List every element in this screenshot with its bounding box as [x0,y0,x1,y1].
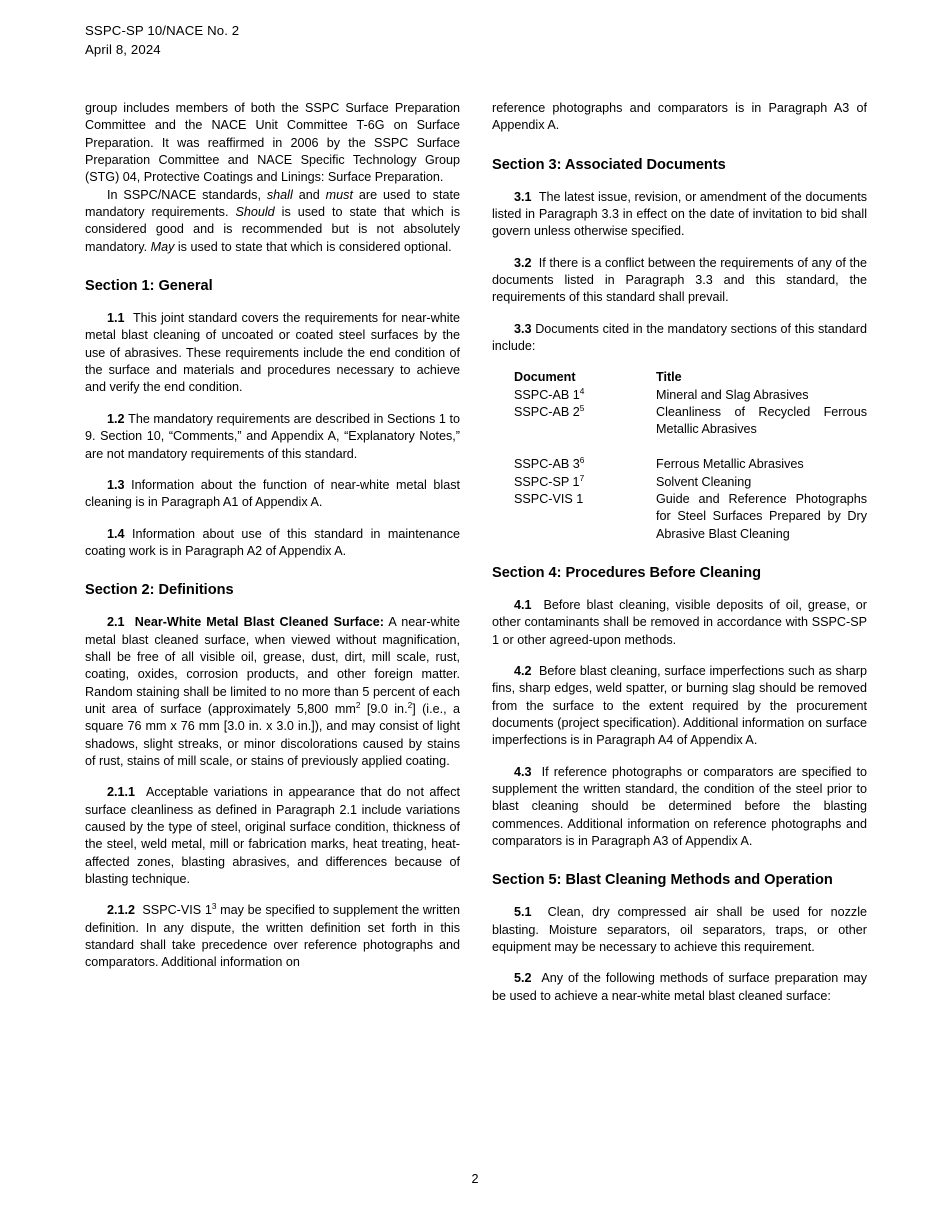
cell-document [492,491,656,543]
paragraph-1-2-text: The mandatory requirements are described in Sections 1 to 9. Section 10, “Comments,” and Appendix A, “Explanatory Notes,” are not mandatory requirements of this standard. [85,411,461,461]
paragraph-2-1-2-text-b: may be specified to supplement the written definition. In any dispute, the written definition set forth in this standard shall take precedence over reference photographs and comparators. Additional information on [85,903,460,970]
term-must: must [325,187,353,202]
header-date: April 8, 2024 [85,41,161,57]
paragraph-1-3-text: Information about the function of near-white metal blast cleaning is in Paragraph A1 of Appendix A. [85,477,461,510]
cell-title: Ferrous Metallic Abrasives [656,457,804,472]
paragraph-2-1-2-text-a: SSPC-VIS 1 [142,903,212,918]
paragraph-5-1-text: Clean, dry compressed air shall be used for nozzle blasting. Moisture separators, oil separators, traps, or other equipment may be necessary to achieve this requirement. [492,905,867,955]
paragraph-4-1 [492,597,867,649]
intro-terms-end: is used to state that which is considered optional. [174,239,452,254]
intro-terms-pre: In SSPC/NACE standards, [107,187,267,202]
document-id: SSPC-AB 3 [514,457,580,472]
document-id: SSPC-AB 1 [514,387,580,402]
associated-documents-table [492,369,867,542]
heading-section-3: Section 3: Associated Documents [492,156,726,173]
superscript-footnote-3: 3 [211,901,217,912]
paragraph-5-2 [492,970,867,1005]
superscript-mm2: 2 [355,699,361,710]
heading-section-2: Section 2: Definitions [85,582,234,599]
definition-term: Near-White Metal Blast Cleaned Surface: [134,615,384,630]
cell-document [492,474,656,491]
paragraph-3-2-text: If there is a conflict between the requirements of any of the documents listed in Paragraph 3.3 and this standard, the requirements of this standard shall prevail. [492,255,868,305]
paragraph-4-3 [492,764,867,851]
paragraph-2-1-text-c: ] (i.e., a square 76 mm x 76 mm [3.0 in. x 3.0 in.]), and may consist of light shadows, slight streaks, or minor discolorations caused by stains of rust, stains of mill scale, or stains of previously applied coating. [85,701,461,768]
table-row [492,491,867,543]
paragraph-4-3-text: If reference photographs or comparators are specified to supplement the written standard, the condition of the steel prior to blast cleaning should be determined before the blasting commences. Additional information on reference photographs and comparators is in Paragraph A3 of Appendix A. [492,764,867,848]
paragraph-intro-continued [85,100,460,187]
table-row [492,474,867,491]
superscript-in2: 2 [407,699,413,710]
paragraph-4-2-text: Before blast cleaning, surface imperfections such as sharp fins, sharp edges, weld spatter, or burning slag should be removed from the surface to the extent required by the procurement documents (project specification). Additional information on surface imperfections is in Paragraph A4 of Appendix A. [492,663,868,748]
paragraph-2-1-text-a: A near-white metal blast cleaned surface, when viewed without magnification, shall be free of all visible oil, grease, dust, dirt, mill scale, rust, coating, oxides, corrosion products, and other foreign matter. Random staining shall be limited to no more than 5 percent of each unit area of surface (approximately 5,800 mm [85,615,461,716]
page-footer [0,1172,950,1186]
paragraph-1-3 [85,477,460,512]
paragraph-3-2 [492,255,867,307]
document-id: SSPC-AB 2 [514,405,580,420]
table-row [492,387,867,404]
paragraph-5-1 [492,904,867,956]
right-column [492,100,867,1005]
document-id: SSPC-VIS 1 [514,491,584,506]
paragraph-3-3 [492,321,867,356]
document-footnote-ref: 4 [579,385,585,396]
paragraph-number-5-1: 5.1 [514,905,532,920]
cell-document [492,404,656,439]
cell-document [492,387,656,404]
paragraph-intro-terms [85,187,460,256]
paragraph-1-1-text: This joint standard covers the requirements for near-white metal blast cleaning of uncoated or coated steel surfaces by the use of abrasives. These requirements include the end condition of the surface and materials and procedures necessary to achieve and verify the end condition. [85,311,461,395]
paragraph-continued-from-left [492,100,867,135]
paragraph-1-4 [85,526,460,561]
cell-title: Mineral and Slag Abrasives [656,387,809,402]
cell-title: Cleanliness of Recycled Ferrous Metallic Abrasives [656,405,867,437]
cell-title: Solvent Cleaning [656,474,752,489]
page-header [85,22,239,59]
intro-continued-text: group includes members of both the SSPC Surface Preparation Committee and the NACE Unit Committee T-6G on Surface Preparation. It was reaffirmed in 2006 by the SSPC Surface Preparation Committee and NACE Specific Technology Group (STG) 04, Protective Coatings and Linings: Surface Preparation. [85,101,460,185]
paragraph-3-1 [492,189,867,241]
cell-title: Guide and Reference Photographs for Steel Surfaces Prepared by Dry Abrasive Blast Cleaning [656,491,867,541]
paragraph-number-1-3: 1.3 [107,477,125,492]
term-should: Should [235,205,275,220]
paragraph-1-1 [85,310,460,397]
paragraph-5-2-text: Any of the following methods of surface preparation may be used to achieve a near-white metal blast cleaned surface: [492,971,867,1003]
paragraph-number-3-3: 3.3 [514,321,532,336]
table-row [492,439,867,474]
paragraph-number-2-1-2: 2.1.2 [107,903,136,918]
document-footnote-ref: 5 [579,402,585,413]
paragraph-4-1-text: Before blast cleaning, visible deposits of oil, grease, or other contaminants shall be removed in accordance with SSPC-SP 1 or other agreed-upon methods. [492,597,867,647]
column-header-document: Document [514,370,576,385]
table-row [492,404,867,439]
document-footnote-ref: 7 [579,472,585,483]
page-number: 2 [471,1172,479,1186]
paragraph-1-4-text: Information about use of this standard in maintenance coating work is in Paragraph A2 of Appendix A. [85,526,461,558]
table-header-row [492,369,867,386]
intro-terms-mid3: is used to state that which is considered good and is recommended but is not absolutely mandatory. [85,205,460,254]
document-footnote-ref: 6 [579,454,585,465]
paragraph-2-1-text-b: [9.0 in. [360,701,408,716]
paragraph-2-1-2 [85,902,460,971]
heading-section-4: Section 4: Procedures Before Cleaning [492,564,761,581]
paragraph-2-1-1 [85,784,460,888]
cell-document [492,439,656,474]
paragraph-number-4-1: 4.1 [514,597,532,612]
paragraph-number-1-2: 1.2 [107,411,125,426]
paragraph-number-1-4: 1.4 [107,526,125,541]
heading-section-5: Section 5: Blast Cleaning Methods and Operation [492,872,833,889]
paragraph-number-2-1-1: 2.1.1 [107,785,136,800]
paragraph-number-1-1: 1.1 [107,311,125,326]
column-header-title: Title [656,370,682,385]
term-may: May [150,239,175,254]
term-shall: shall [266,187,293,202]
paragraph-number-3-1: 3.1 [514,189,532,204]
heading-section-1: Section 1: General [85,278,213,295]
intro-terms-mid1: and [292,187,326,202]
paragraph-number-4-2: 4.2 [514,663,532,678]
left-column [85,100,460,1005]
paragraph-2-1 [85,614,460,770]
paragraph-3-1-text: The latest issue, revision, or amendment of the documents listed in Paragraph 3.3 in effect on the date of invitation to bid shall govern unless otherwise specified. [492,189,868,239]
paragraph-1-2 [85,411,460,463]
header-standard-id: SSPC-SP 10/NACE No. 2 [85,23,240,38]
paragraph-number-2-1: 2.1 [107,615,125,630]
paragraph-number-3-2: 3.2 [514,255,532,270]
paragraph-3-3-text: Documents cited in the mandatory sections of this standard include: [492,321,867,354]
continued-text: reference photographs and comparators is in Paragraph A3 of Appendix A. [492,101,867,133]
document-id: SSPC-SP 1 [514,474,580,489]
two-column-body [85,100,867,1005]
intro-terms-mid2: are used to state mandatory requirements. [85,187,460,220]
paragraph-number-5-2: 5.2 [514,971,532,986]
paragraph-4-2 [492,663,867,750]
paragraph-number-4-3: 4.3 [514,764,532,779]
paragraph-2-1-1-text: Acceptable variations in appearance that do not affect surface cleanliness as defined in Paragraph 2.1 include variations caused by the type of steel, original surface condition, thickness of the steel, weld metal, mill or fabrication marks, heat treating, heat-affected zones, blasting abrasives, and differences because of blasting technique. [85,785,460,887]
